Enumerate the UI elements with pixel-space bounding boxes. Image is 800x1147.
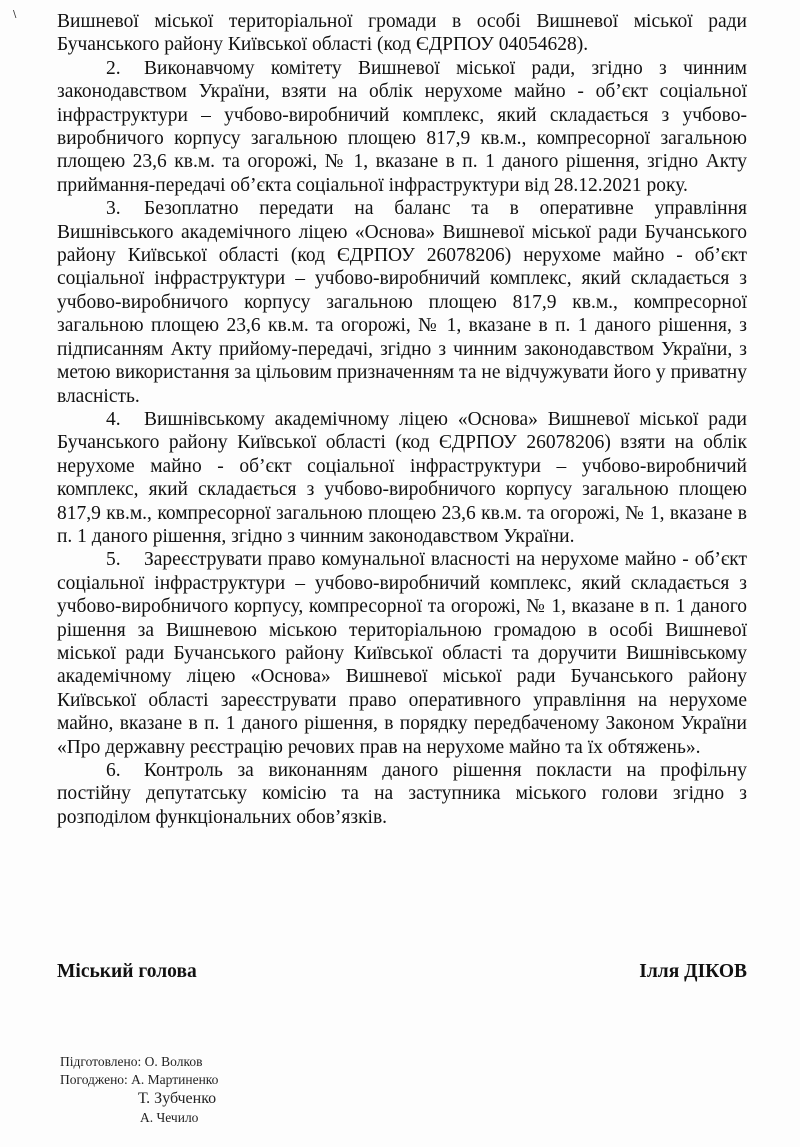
item-number: 5. [106, 549, 121, 571]
paragraph-text: Безоплатно передати на баланс та в оперативне управління Вишнівського академічного ліцею «Основа» Вишневої міської ради Бучанського району Київської області (код ЄДРПОУ 26078206) нерухоме майно - об’єкт соціальної інфраструктури – учбово-виробничий комплекс, який складається з учбово-виробничого корпусу загальною площею 817,9 кв.м., компресорної загальною площею 23,6 кв.м. та огорожі, № 1, вказане в п. 1 даного рішення, з підписанням Акту прийому-передачі, згідно з чинним законодавством України, з метою використання за цільовим призначенням та не відчужувати його у приватну власність. [57, 198, 747, 407]
decision-body [57, 10, 747, 829]
paragraph-text: Виконавчому комітету Вишневої міської ради, згідно з чинним законодавством України, взяти на облік нерухоме майно - об’єкт соціальної інфраструктури – учбово-виробничий комплекс, який складається з учбово-виробничого корпусу загальною площею 817,9 кв.м., компресорної загальною площею 23,6 кв.м. та огорожі, № 1, вказане в п. 1 даного рішення, згідно Акту приймання-передачі об’єкта соціальної інфраструктури від 28.12.2021 року. [57, 57, 747, 196]
approval-footer [60, 1053, 218, 1127]
item-number: 4. [106, 408, 121, 430]
corner-mark: \ [13, 9, 17, 20]
paragraph-item-2 [57, 57, 747, 197]
paragraph-item-3 [57, 197, 747, 408]
signatory-title: Міський голова [57, 961, 197, 982]
agreed-by: Погоджено: А. Мартиненко [60, 1071, 219, 1087]
signature-block [57, 961, 747, 983]
paragraph-item-4 [57, 408, 747, 548]
paragraph-text: Зареєструвати право комунальної власності на нерухоме майно - об’єкт соціальної інфраструктури – учбово-виробничий комплекс, який складається з учбово-виробничого корпусу, компресорної та огорожі, № 1, вказане в п. 1 даного рішення за Вишневою міською територіальною громадою в особі Вишневої міської ради Бучанського району Київської області та доручити Вишнівському академічному ліцею «Основа» Вишневої міської ради Бучанського району Київської області зареєструвати право оперативного управління на нерухоме майно, вказане в п. 1 даного рішення, в порядку передбаченому Законом України «Про державну реєстрацію речових прав на нерухоме майно та їх обтяжень». [57, 549, 747, 758]
paragraph-text: Вишнівському академічному ліцею «Основа» Вишневої міської ради Бучанського району Київської області (код ЄДРПОУ 26078206) взяти на облік нерухоме майно - об’єкт соціальної інфраструктури – учбово-виробничий комплекс, який складається з учбово-виробничого корпусу загальною площею 817,9 кв.м., компресорної загальною площею 23,6 кв.м. та огорожі, № 1, вказане в п. 1 даного рішення, згідно з чинним законодавством України. [57, 408, 747, 547]
paragraph-item-5 [57, 548, 747, 759]
agreed-by-2: Т. Зубченко [138, 1090, 217, 1107]
item-number: 2. [106, 57, 121, 79]
item-number: 6. [106, 760, 121, 781]
paragraph-continuation [57, 10, 747, 57]
paragraph-text: Вишневої міської територіальної громади в особі Вишневої міської ради Бучанського району Київської області (код ЄДРПОУ 04054628). [57, 11, 747, 56]
item-number: 3. [106, 198, 121, 220]
agreed-by-3: А. Чечило [140, 1110, 199, 1125]
prepared-by: Підготовлено: О. Волков [60, 1054, 203, 1069]
paragraph-item-6 [57, 759, 747, 829]
signatory-name: Ілля ДІКОВ [639, 961, 747, 982]
paragraph-text: Контроль за виконанням даного рішення покласти на профільну постійну депутатську комісію та на заступника міського голови згідно з розподілом функціональних обов’язків. [57, 760, 747, 828]
